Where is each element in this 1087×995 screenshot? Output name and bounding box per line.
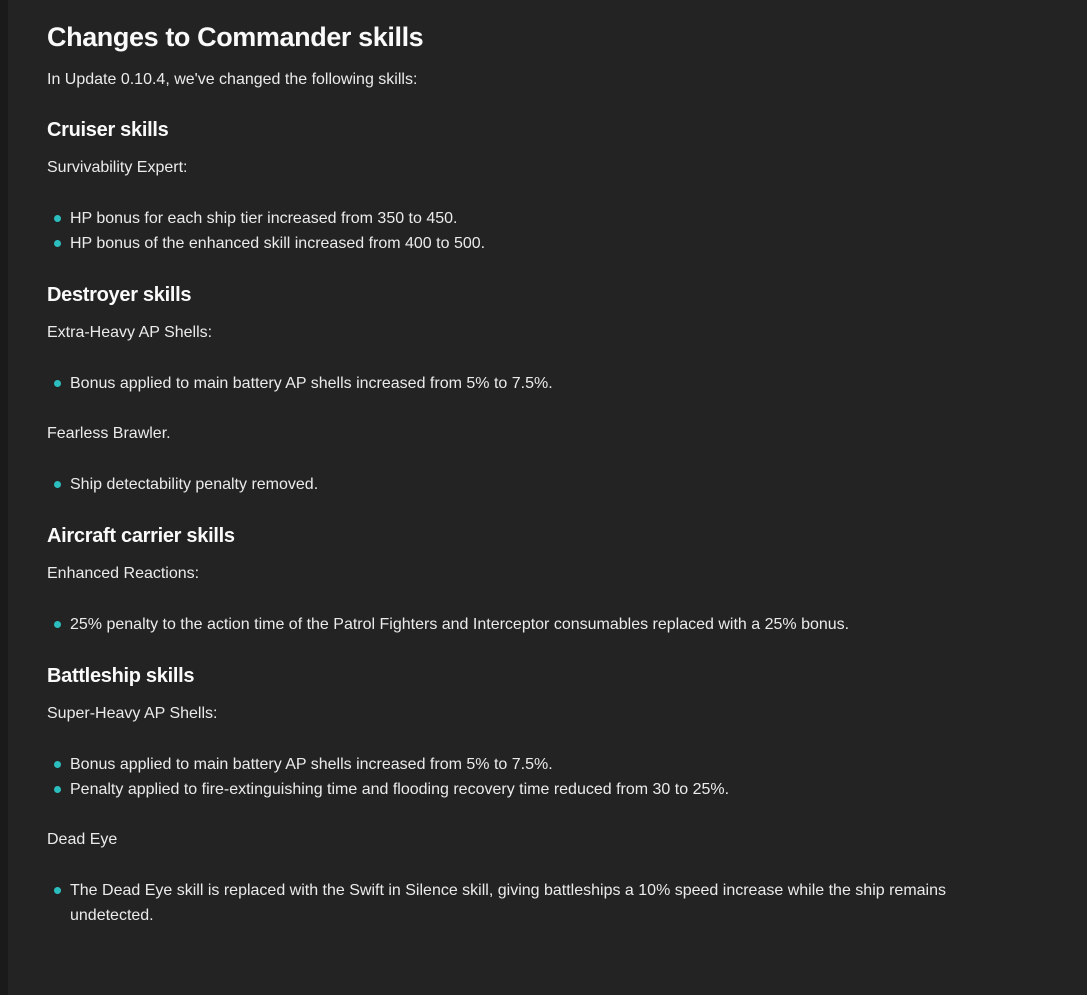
skill-name-dead-eye: Dead Eye <box>47 831 118 848</box>
bullet-dot-icon <box>54 240 61 247</box>
bullet-dot-icon <box>54 786 61 793</box>
section-battleship-skills <box>47 664 1029 928</box>
section-heading-cruiser: Cruiser skills <box>47 119 169 141</box>
change-text: The Dead Eye skill is replaced with the Swift in Silence skill, giving battleships a 10% speed increase while the ship remains undetected. <box>70 882 946 924</box>
section-heading-destroyer: Destroyer skills <box>47 284 192 306</box>
section-aircraft-carrier-skills <box>47 524 1029 637</box>
skill-name-survivability-expert: Survivability Expert: <box>47 159 188 176</box>
list-item <box>47 231 1029 256</box>
bullet-dot-icon <box>54 215 61 222</box>
change-text: 25% penalty to the action time of the Patrol Fighters and Interceptor consumables replaced with a 25% bonus. <box>70 616 850 633</box>
skill-name-extra-heavy-ap-shells: Extra-Heavy AP Shells: <box>47 324 213 341</box>
section-cruiser-skills <box>47 118 1029 256</box>
change-text: Bonus applied to main battery AP shells increased from 5% to 7.5%. <box>70 756 553 773</box>
patch-notes-article <box>8 0 1087 995</box>
section-destroyer-skills <box>47 283 1029 497</box>
change-list <box>47 206 1029 256</box>
change-text: Ship detectability penalty removed. <box>70 476 319 493</box>
list-item <box>47 752 1029 777</box>
bullet-dot-icon <box>54 481 61 488</box>
list-item <box>47 878 1029 928</box>
section-heading-aircraft-carrier: Aircraft carrier skills <box>47 525 235 547</box>
change-list <box>47 878 1029 928</box>
change-text: HP bonus of the enhanced skill increased from 400 to 500. <box>70 235 486 252</box>
bullet-dot-icon <box>54 380 61 387</box>
list-item <box>47 472 1029 497</box>
change-text: Penalty applied to fire-extinguishing time and flooding recovery time reduced from 30 to 25%. <box>70 781 730 798</box>
skill-name-super-heavy-ap-shells: Super-Heavy AP Shells: <box>47 705 218 722</box>
list-item <box>47 612 1029 637</box>
bullet-dot-icon <box>54 761 61 768</box>
intro-text: In Update 0.10.4, we've changed the following skills: <box>47 71 418 88</box>
list-item <box>47 371 1029 396</box>
list-item <box>47 777 1029 802</box>
section-heading-battleship: Battleship skills <box>47 665 195 687</box>
page-title: Changes to Commander skills <box>47 22 424 52</box>
skill-name-fearless-brawler: Fearless Brawler. <box>47 425 171 442</box>
change-text: HP bonus for each ship tier increased from 350 to 450. <box>70 210 458 227</box>
change-list <box>47 472 1029 497</box>
change-list <box>47 752 1029 802</box>
bullet-dot-icon <box>54 621 61 628</box>
bullet-dot-icon <box>54 887 61 894</box>
change-text: Bonus applied to main battery AP shells increased from 5% to 7.5%. <box>70 375 553 392</box>
list-item <box>47 206 1029 231</box>
change-list <box>47 371 1029 396</box>
change-list <box>47 612 1029 637</box>
skill-name-enhanced-reactions: Enhanced Reactions: <box>47 565 200 582</box>
